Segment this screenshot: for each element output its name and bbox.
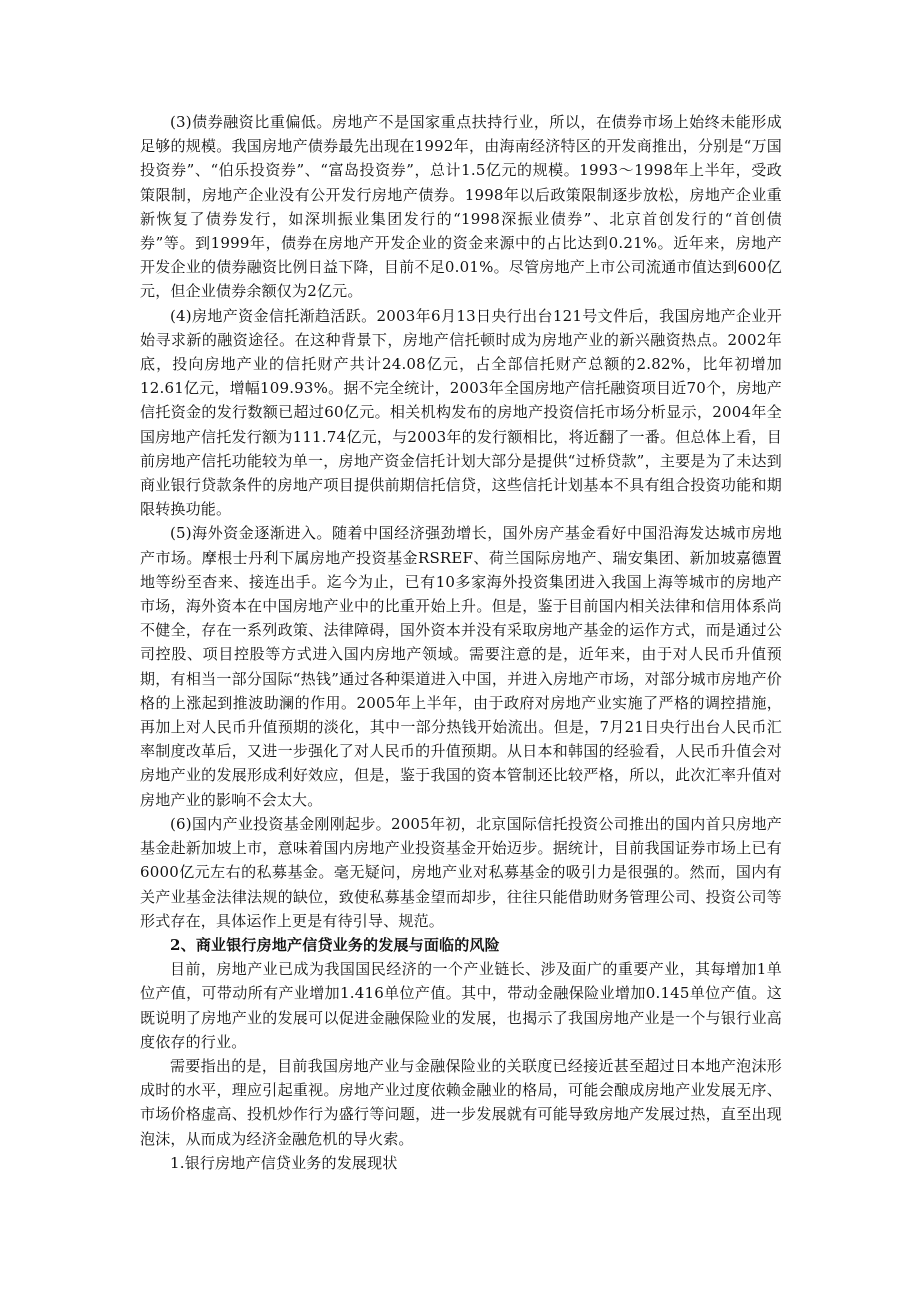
paragraph-domestic-fund: (6)国内产业投资基金刚刚起步。2005年初，北京国际信托投资公司推出的国内首只房地产基金赴新加坡上市，意味着国内房地产业投资基金开始迈步。据统计，目前我国证券市场上已有6000亿元左右的私募基金。毫无疑问，房地产业对私募基金的吸引力是很强的。然而，国内有关产业基金法律法规的缺位，致使私募基金望而却步，往往只能借助财务管理公司、投资公司等形式存在，具体运作上更是有待引导、规范。	[140, 814, 782, 930]
paragraph-industry-linkage: 目前，房地产业已成为我国国民经济的一个产业链长、涉及面广的重要产业，其每增加1单位产值，可带动所有产业增加1.416单位产值。其中，带动金融保险业增加0.145单位产值。这既说明了房地产业的发展可以促进金融保险业的发展，也揭示了我国房地产业是一个与银行业高度依存的行业。	[140, 960, 782, 1051]
paragraph-risk-warning: 需要指出的是，目前我国房地产业与金融保险业的关联度已经接近甚至超过日本地产泡沫形成时的水平，理应引起重视。房地产业过度依赖金融业的格局，可能会酿成房地产业发展无序、市场价格虚高、投机炒作行为盛行等问题，进一步发展就有可能导致房地产发展过热，直至出现泡沫，从而成为经济金融危机的导火索。	[140, 1056, 782, 1148]
document-page	[140, 110, 782, 1175]
paragraph-bond-financing: (3)债券融资比重偏低。房地产不是国家重点扶持行业，所以，在债券市场上始终未能形成足够的规模。我国房地产债券最先出现在1992年，由海南经济特区的开发商推出，分别是“万国投资券”、“伯乐投资券”、“富岛投资券”，总计1.5亿元的规模。1993～1998年上半年，受政策限制，房地产企业没有公开发行房地产债券。1998年以后政策限制逐步放松，房地产企业重新恢复了债券发行，如深圳振业集团发行的“1998深振业债券”、北京首创发行的“首创债券”等。到1999年，债券在房地产开发企业的资金来源中的占比达到0.21%。近年来，房地产开发企业的债券融资比例日益下降，目前不足0.01%。尽管房地产上市公司流通市值达到600亿元，但企业债券余额仅为2亿元。	[140, 113, 782, 301]
subsection-heading: 1.银行房地产信贷业务的发展现状	[170, 1153, 398, 1172]
paragraph-overseas-capital: (5)海外资金逐渐进入。随着中国经济强劲增长，国外房产基金看好中国沿海发达城市房地产市场。摩根士丹利下属房地产投资基金RSREF、荷兰国际房地产、瑞安集团、新加坡嘉德置地等纷至杳来、接连出手。迄今为止，已有10多家海外投资集团进入我国上海等城市的房地产市场，海外资本在中国房地产业中的比重开始上升。但是，鉴于目前国内相关法律和信用体系尚不健全，存在一系列政策、法律障碍，国外资本并没有采取房地产基金的运作方式，而是通过公司控股、项目控股等方式进入国内房地产领域。需要注意的是，近年来，由于对人民币升值预期，有相当一部分国际“热钱”通过各种渠道进入中国，并进入房地产市场，对部分城市房地产价格的上涨起到推波助澜的作用。2005年上半年，由于政府对房地产业实施了严格的调控措施，再加上对人民币升值预期的淡化，其中一部分热钱开始流出。但是，7月21日央行出台人民币汇率制度改革后，又进一步强化了对人民币的升值预期。从日本和韩国的经验看，人民币升值会对房地产业的发展形成利好效应，但是，鉴于我国的资本管制还比较严格，所以，此次汇率升值对房地产业的影响不会太大。	[140, 524, 782, 809]
section-heading: 2、商业银行房地产信贷业务的发展与面临的风险	[170, 935, 500, 954]
paragraph-real-estate-trust: (4)房地产资金信托渐趋活跃。2003年6月13日央行出台121号文件后，我国房地产企业开始寻求新的融资途径。在这种背景下，房地产信托顿时成为房地产业的新兴融资热点。2002年底，投向房地产业的信托财产共计24.08亿元，占全部信托财产总额的2.82%，比年初增加12.61亿元，增幅109.93%。据不完全统计，2003年全国房地产信托融资项目近70个，房地产信托资金的发行数额已超过60亿元。相关机构发布的房地产投资信托市场分析显示，2004年全国房地产信托发行额为111.74亿元，与2003年的发行额相比，将近翻了一番。但总体上看，目前房地产信托功能较为单一，房地产资金信托计划大部分是提供“过桥贷款”，主要是为了未达到商业银行贷款条件的房地产项目提供前期信托信贷，这些信托计划基本不具有组合投资功能和期限转换功能。	[140, 306, 782, 519]
